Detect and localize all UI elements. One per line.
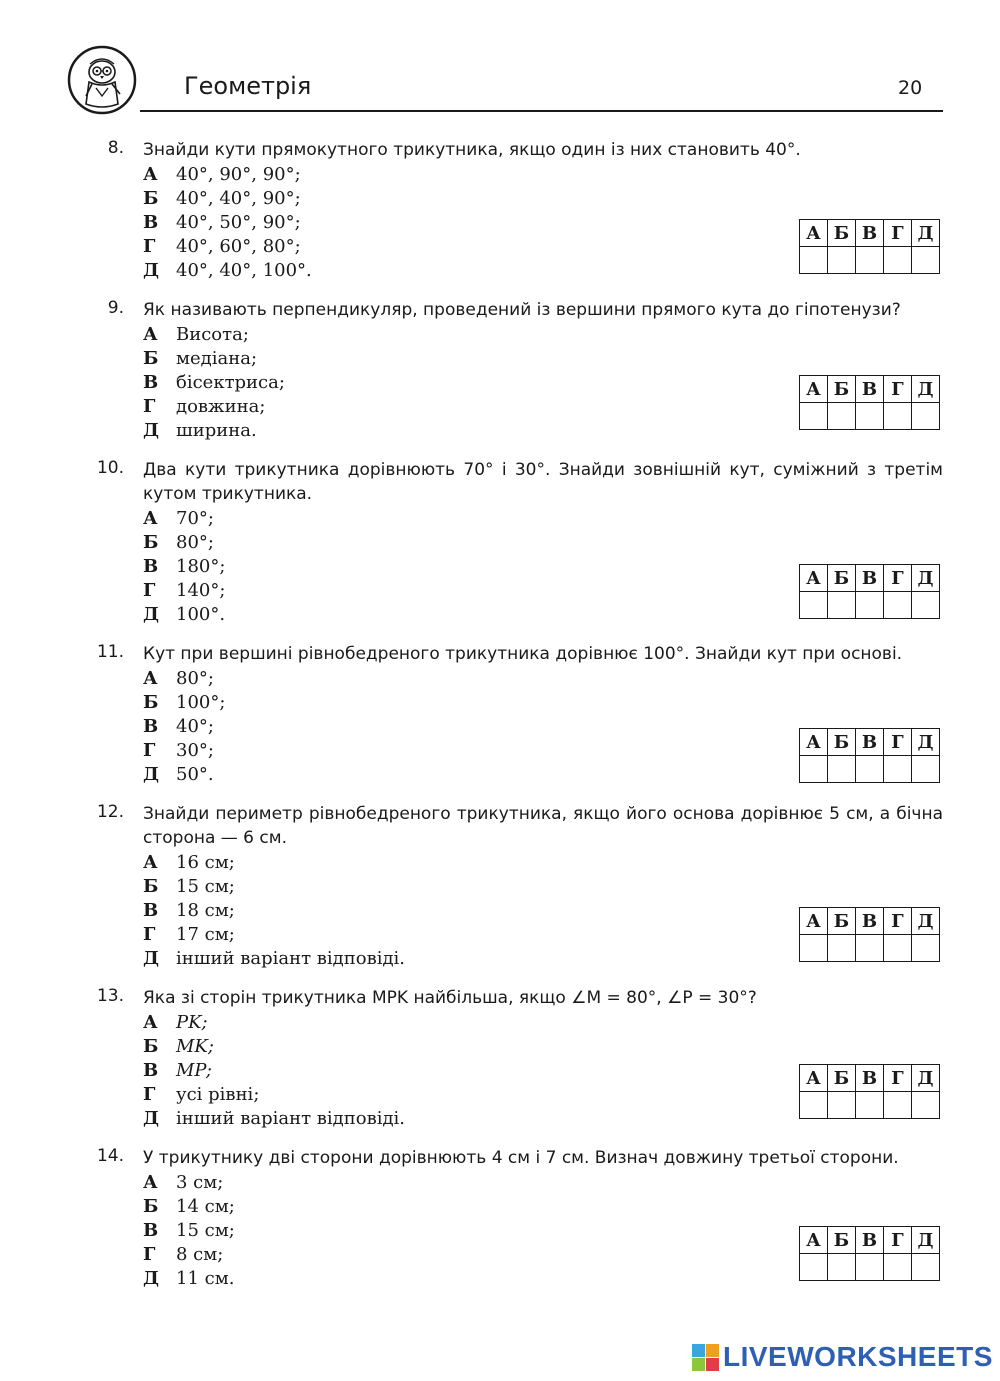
answer-grid-9 (799, 375, 940, 430)
option-text: 14 см; (176, 1196, 235, 1217)
option-text: 180°; (176, 556, 226, 577)
answer-header: Г (884, 908, 912, 935)
answer-header: Д (912, 908, 940, 935)
option-text: MK; (176, 1036, 214, 1057)
answer-cell[interactable] (884, 592, 912, 619)
option-letter: Д (143, 764, 160, 785)
answer-cell[interactable] (828, 247, 856, 274)
option-letter: В (143, 212, 159, 233)
option-e[interactable] (143, 1108, 405, 1132)
answer-cell[interactable] (856, 1092, 884, 1119)
answer-grid-8 (799, 219, 940, 274)
answer-cell[interactable] (828, 935, 856, 962)
answer-cell[interactable] (912, 403, 940, 430)
option-text: 100°; (176, 692, 226, 713)
option-text: 18 см; (176, 900, 235, 921)
answer-header: Б (828, 729, 856, 756)
answer-header: Г (884, 220, 912, 247)
option-a[interactable] (143, 164, 301, 188)
answer-header: А (800, 376, 828, 403)
answer-cell[interactable] (856, 935, 884, 962)
question-text: Яка зі сторін трикутника MPK найбільша, якщо ∠M = 80°, ∠P = 30°? (143, 988, 757, 1008)
answer-cell[interactable] (800, 935, 828, 962)
option-text: 80°; (176, 532, 214, 553)
option-c[interactable] (143, 716, 214, 740)
option-d[interactable] (143, 1084, 259, 1108)
option-letter: А (143, 668, 158, 689)
option-text: 15 см; (176, 1220, 235, 1241)
option-text: 40°, 50°, 90°; (176, 212, 301, 233)
option-text: 40°, 90°, 90°; (176, 164, 301, 185)
answer-grid-12 (799, 907, 940, 962)
answer-header: Г (884, 729, 912, 756)
option-b[interactable] (143, 876, 235, 900)
option-e[interactable] (143, 764, 214, 788)
option-e[interactable] (143, 948, 405, 972)
question-number: 11. (96, 642, 124, 662)
option-text: 15 см; (176, 876, 235, 897)
answer-header: Г (884, 1227, 912, 1254)
answer-header: В (856, 1065, 884, 1092)
answer-cell[interactable] (828, 403, 856, 430)
answer-header: Д (912, 565, 940, 592)
answer-cell[interactable] (828, 592, 856, 619)
option-e[interactable] (143, 260, 312, 284)
answer-header: А (800, 1227, 828, 1254)
answer-cell[interactable] (912, 935, 940, 962)
answer-header: Б (828, 565, 856, 592)
answer-cell[interactable] (884, 756, 912, 783)
option-c[interactable] (143, 1220, 235, 1244)
option-text: 40°, 60°, 80°; (176, 236, 301, 257)
answer-header: В (856, 565, 884, 592)
option-text: 40°, 40°, 90°; (176, 188, 301, 209)
brand-text: LIVEWORKSHEETS (723, 1341, 993, 1372)
option-text: медіана; (176, 348, 258, 369)
answer-header: Д (912, 220, 940, 247)
page-title: Геометрія (184, 72, 312, 100)
option-b[interactable] (143, 692, 225, 716)
answer-header: Г (884, 565, 912, 592)
option-letter: Б (143, 532, 159, 553)
option-text: 16 см; (176, 852, 235, 873)
option-text: довжина; (176, 396, 266, 417)
option-d[interactable] (143, 580, 225, 604)
question-number: 8. (107, 138, 124, 158)
option-a[interactable] (143, 852, 235, 876)
answer-cell[interactable] (856, 1254, 884, 1281)
question-text: Знайди периметр рівнобедреного трикутника, якщо його основа дорівнює 5 см, а бічна сторона — 6 см. (143, 804, 943, 848)
brand-block (692, 1358, 705, 1371)
option-letter: Г (143, 1084, 156, 1105)
option-text: 70°; (176, 508, 214, 529)
option-text: Висота; (176, 324, 249, 345)
question-text: Кут при вершині рівнобедреного трикутника дорівнює 100°. Знайди кут при основі. (143, 644, 903, 664)
owl-teacher-logo (66, 44, 138, 116)
option-letter: Г (143, 740, 156, 761)
option-letter: Д (143, 1108, 160, 1129)
option-letter: А (143, 508, 158, 529)
option-letter: Б (143, 692, 159, 713)
option-letter: Б (143, 876, 159, 897)
answer-header: Б (828, 376, 856, 403)
answer-header: Д (912, 729, 940, 756)
question-text: У трикутнику дві сторони дорівнюють 4 см і 7 см. Визнач довжину третьої сторони. (143, 1148, 899, 1168)
option-letter: А (143, 852, 158, 873)
answer-header: В (856, 908, 884, 935)
answer-cell[interactable] (800, 247, 828, 274)
answer-grid-13 (799, 1064, 940, 1119)
option-e[interactable] (143, 1268, 234, 1292)
option-letter: Г (143, 236, 156, 257)
option-d[interactable] (143, 236, 301, 260)
option-letter: Г (143, 580, 156, 601)
answer-header: А (800, 908, 828, 935)
option-letter: Б (143, 188, 159, 209)
question-text: Два кути трикутника дорівнюють 70° і 30°. Знайди зовнішній кут, суміжний з третім кутом трикутника. (143, 460, 943, 504)
option-letter: В (143, 1060, 159, 1081)
answer-cell[interactable] (912, 1092, 940, 1119)
option-text: інший варіант відповіді. (176, 948, 406, 969)
option-c[interactable] (143, 1060, 212, 1084)
option-c[interactable] (143, 212, 301, 236)
option-text: 30°; (176, 740, 214, 761)
option-letter: А (143, 324, 158, 345)
option-letter: Б (143, 1196, 159, 1217)
brand-block (692, 1344, 705, 1357)
option-c[interactable] (143, 900, 235, 924)
brand-blocks-icon (692, 1344, 719, 1371)
answer-cell[interactable] (912, 247, 940, 274)
option-text: 40°; (176, 716, 214, 737)
question-text: Як називають перпендикуляр, проведений із вершини прямого кута до гіпотенузи? (143, 300, 901, 320)
answer-header: Г (884, 1065, 912, 1092)
answer-cell[interactable] (800, 1254, 828, 1281)
option-letter: А (143, 1012, 158, 1033)
answer-cell[interactable] (800, 403, 828, 430)
answer-grid-14 (799, 1226, 940, 1281)
answer-header: Д (912, 376, 940, 403)
option-letter: Б (143, 1036, 159, 1057)
answer-cell[interactable] (912, 592, 940, 619)
option-a[interactable] (143, 1172, 223, 1196)
option-letter: Г (143, 1244, 156, 1265)
answer-header: А (800, 220, 828, 247)
answer-header: В (856, 729, 884, 756)
option-letter: Д (143, 260, 160, 281)
option-b[interactable] (143, 188, 301, 212)
option-letter: Г (143, 924, 156, 945)
option-letter: Г (143, 396, 156, 417)
answer-cell[interactable] (800, 1092, 828, 1119)
option-e[interactable] (143, 604, 225, 628)
answer-header: А (800, 1065, 828, 1092)
answer-cell[interactable] (884, 1254, 912, 1281)
answer-grid-11 (799, 728, 940, 783)
option-a[interactable] (143, 1012, 208, 1036)
option-a[interactable] (143, 508, 214, 532)
answer-cell[interactable] (856, 592, 884, 619)
question-number: 9. (107, 298, 124, 318)
answer-header: Б (828, 1227, 856, 1254)
option-letter: В (143, 1220, 159, 1241)
question-number: 13. (96, 986, 124, 1006)
option-text: PK; (176, 1012, 208, 1033)
option-b[interactable] (143, 348, 257, 372)
answer-header: А (800, 729, 828, 756)
option-text: інший варіант відповіді. (176, 1108, 406, 1129)
option-c[interactable] (143, 556, 225, 580)
option-text: усі рівні; (176, 1084, 260, 1105)
option-text: 8 см; (176, 1244, 224, 1265)
question-number: 10. (96, 458, 124, 478)
option-letter: А (143, 1172, 158, 1193)
option-text: 40°, 40°, 100°. (176, 260, 312, 281)
option-text: 3 см; (176, 1172, 224, 1193)
question-number: 14. (96, 1146, 124, 1166)
option-a[interactable] (143, 324, 249, 348)
answer-cell[interactable] (884, 247, 912, 274)
answer-header: Д (912, 1065, 940, 1092)
option-text: 140°; (176, 580, 226, 601)
option-letter: В (143, 372, 159, 393)
answer-cell[interactable] (800, 592, 828, 619)
option-d[interactable] (143, 1244, 223, 1268)
page-number: 20 (898, 77, 923, 99)
option-text: 80°; (176, 668, 214, 689)
answer-header: А (800, 565, 828, 592)
option-letter: В (143, 716, 159, 737)
answer-header: В (856, 1227, 884, 1254)
answer-cell[interactable] (828, 1092, 856, 1119)
answer-cell[interactable] (856, 403, 884, 430)
option-d[interactable] (143, 396, 265, 420)
brand-block (706, 1358, 719, 1371)
answer-header: В (856, 220, 884, 247)
option-b[interactable] (143, 532, 214, 556)
option-b[interactable] (143, 1036, 214, 1060)
answer-header: Д (912, 1227, 940, 1254)
question-text: Знайди кути прямокутного трикутника, якщо один із них становить 40°. (143, 140, 801, 160)
answer-cell[interactable] (856, 756, 884, 783)
option-c[interactable] (143, 372, 285, 396)
answer-header: Б (828, 908, 856, 935)
option-a[interactable] (143, 668, 214, 692)
option-text: 17 см; (176, 924, 235, 945)
option-letter: А (143, 164, 158, 185)
answer-header: Г (884, 376, 912, 403)
answer-header: Б (828, 220, 856, 247)
option-letter: Д (143, 420, 160, 441)
answer-header: В (856, 376, 884, 403)
header-divider (140, 110, 943, 112)
answer-cell[interactable] (884, 935, 912, 962)
option-letter: Д (143, 1268, 160, 1289)
answer-cell[interactable] (828, 1254, 856, 1281)
option-letter: В (143, 556, 159, 577)
liveworksheets-logo (692, 1341, 993, 1373)
answer-cell[interactable] (912, 756, 940, 783)
option-text: бісектриса; (176, 372, 285, 393)
answer-cell[interactable] (828, 756, 856, 783)
option-text: MP; (176, 1060, 212, 1081)
answer-cell[interactable] (856, 247, 884, 274)
option-d[interactable] (143, 740, 214, 764)
option-text: 50°. (176, 764, 214, 785)
answer-cell[interactable] (800, 756, 828, 783)
option-text: 100°. (176, 604, 226, 625)
option-b[interactable] (143, 1196, 235, 1220)
option-e[interactable] (143, 420, 257, 444)
question-number: 12. (96, 802, 124, 822)
answer-cell[interactable] (912, 1254, 940, 1281)
option-letter: В (143, 900, 159, 921)
brand-block (706, 1344, 719, 1357)
answer-cell[interactable] (884, 1092, 912, 1119)
option-letter: Д (143, 948, 160, 969)
answer-grid-10 (799, 564, 940, 619)
option-text: 11 см. (176, 1268, 235, 1289)
answer-header: Б (828, 1065, 856, 1092)
option-d[interactable] (143, 924, 235, 948)
option-letter: Д (143, 604, 160, 625)
option-text: ширина. (176, 420, 257, 441)
answer-cell[interactable] (884, 403, 912, 430)
option-letter: Б (143, 348, 159, 369)
